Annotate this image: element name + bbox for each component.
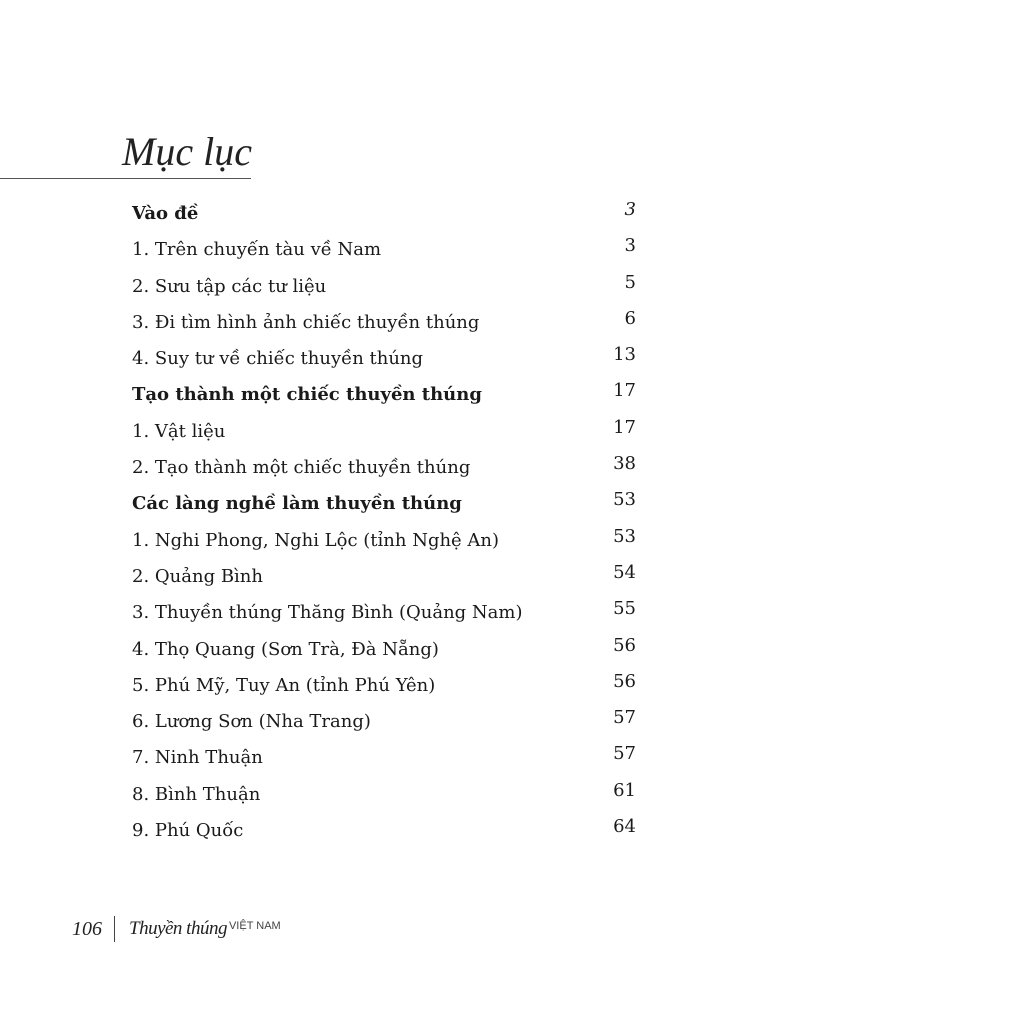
- toc-page-number: 6: [624, 307, 636, 329]
- toc-entry-row: [132, 668, 636, 704]
- toc-entry-title: Các làng nghề làm thuyền thúng: [132, 493, 462, 515]
- toc-page-number: 13: [613, 344, 636, 366]
- table-of-contents: [132, 196, 636, 849]
- book-logo-script: Thuyền thúng: [129, 918, 227, 939]
- toc-entry-title: 2. Tạo thành một chiếc thuyền thúng: [132, 457, 471, 479]
- toc-entry-title: 1. Nghi Phong, Nghi Lộc (tỉnh Nghệ An): [132, 529, 500, 551]
- toc-entry-row: [132, 341, 636, 377]
- toc-page-number: 54: [613, 561, 636, 583]
- toc-entry-row: [132, 305, 636, 341]
- toc-page-number: 64: [613, 816, 636, 838]
- toc-entry-title: 1. Trên chuyến tàu về Nam: [132, 239, 382, 261]
- toc-entry-row: [132, 269, 636, 305]
- toc-page-number: 53: [613, 489, 636, 511]
- page-title: Mục lục: [122, 129, 252, 174]
- toc-page-number: 55: [613, 598, 636, 620]
- toc-page-number: 5: [624, 271, 636, 293]
- page-number: 106: [72, 917, 102, 940]
- toc-entry-title: 4. Suy tư về chiếc thuyền thúng: [132, 348, 424, 370]
- toc-page-number: 53: [613, 525, 636, 547]
- title-underline: [0, 178, 251, 179]
- toc-page-number: 17: [613, 380, 636, 402]
- page-footer: [72, 914, 281, 944]
- toc-entry-title: Vào đề: [132, 203, 199, 224]
- toc-page-number: 56: [613, 670, 636, 692]
- toc-entry-title: 5. Phú Mỹ, Tuy An (tỉnh Phú Yên): [132, 674, 436, 696]
- toc-entry-title: 8. Bình Thuận: [132, 783, 261, 805]
- toc-entry-title: 4. Thọ Quang (Sơn Trà, Đà Nẵng): [132, 638, 439, 660]
- toc-entry-row: [132, 704, 636, 740]
- toc-entry-title: 3. Thuyền thúng Thăng Bình (Quảng Nam): [132, 602, 523, 624]
- toc-entry-title: 1. Vật liệu: [132, 420, 226, 442]
- toc-entry-title: 3. Đi tìm hình ảnh chiếc thuyền thúng: [132, 311, 480, 333]
- toc-entry-row: [132, 559, 636, 595]
- toc-entry-row: [132, 777, 636, 813]
- toc-entry-row: [132, 632, 636, 668]
- toc-entry-row: [132, 813, 636, 849]
- toc-page-number: 3: [624, 235, 636, 257]
- toc-page-number: 38: [613, 453, 636, 475]
- toc-entry-title: Tạo thành một chiếc thuyền thúng: [132, 384, 482, 406]
- toc-page-number: 61: [613, 779, 636, 801]
- book-logo-subtitle: VIỆT NAM: [228, 920, 281, 932]
- toc-entry-title: 6. Lương Sơn (Nha Trang): [132, 711, 371, 733]
- toc-page-number: 56: [613, 634, 636, 656]
- toc-entry-row: [132, 450, 636, 486]
- toc-page-number: 3: [624, 199, 636, 220]
- toc-entry-title: 7. Ninh Thuận: [132, 747, 263, 769]
- toc-entry-title: 2. Sưu tập các tư liệu: [132, 275, 327, 297]
- toc-entry-row: [132, 740, 636, 776]
- toc-entry-title: 9. Phú Quốc: [132, 820, 244, 842]
- toc-section-row: [132, 196, 636, 232]
- toc-page-number: 17: [613, 416, 636, 438]
- toc-entry-row: [132, 232, 636, 268]
- toc-section-row: [132, 377, 636, 413]
- toc-page-number: 57: [613, 743, 636, 765]
- toc-entry-row: [132, 595, 636, 631]
- toc-entry-title: 2. Quảng Bình: [132, 565, 263, 587]
- toc-page-number: 57: [613, 707, 636, 729]
- toc-entry-row: [132, 523, 636, 559]
- toc-section-row: [132, 486, 636, 522]
- toc-entry-row: [132, 414, 636, 450]
- footer-divider: [114, 916, 115, 942]
